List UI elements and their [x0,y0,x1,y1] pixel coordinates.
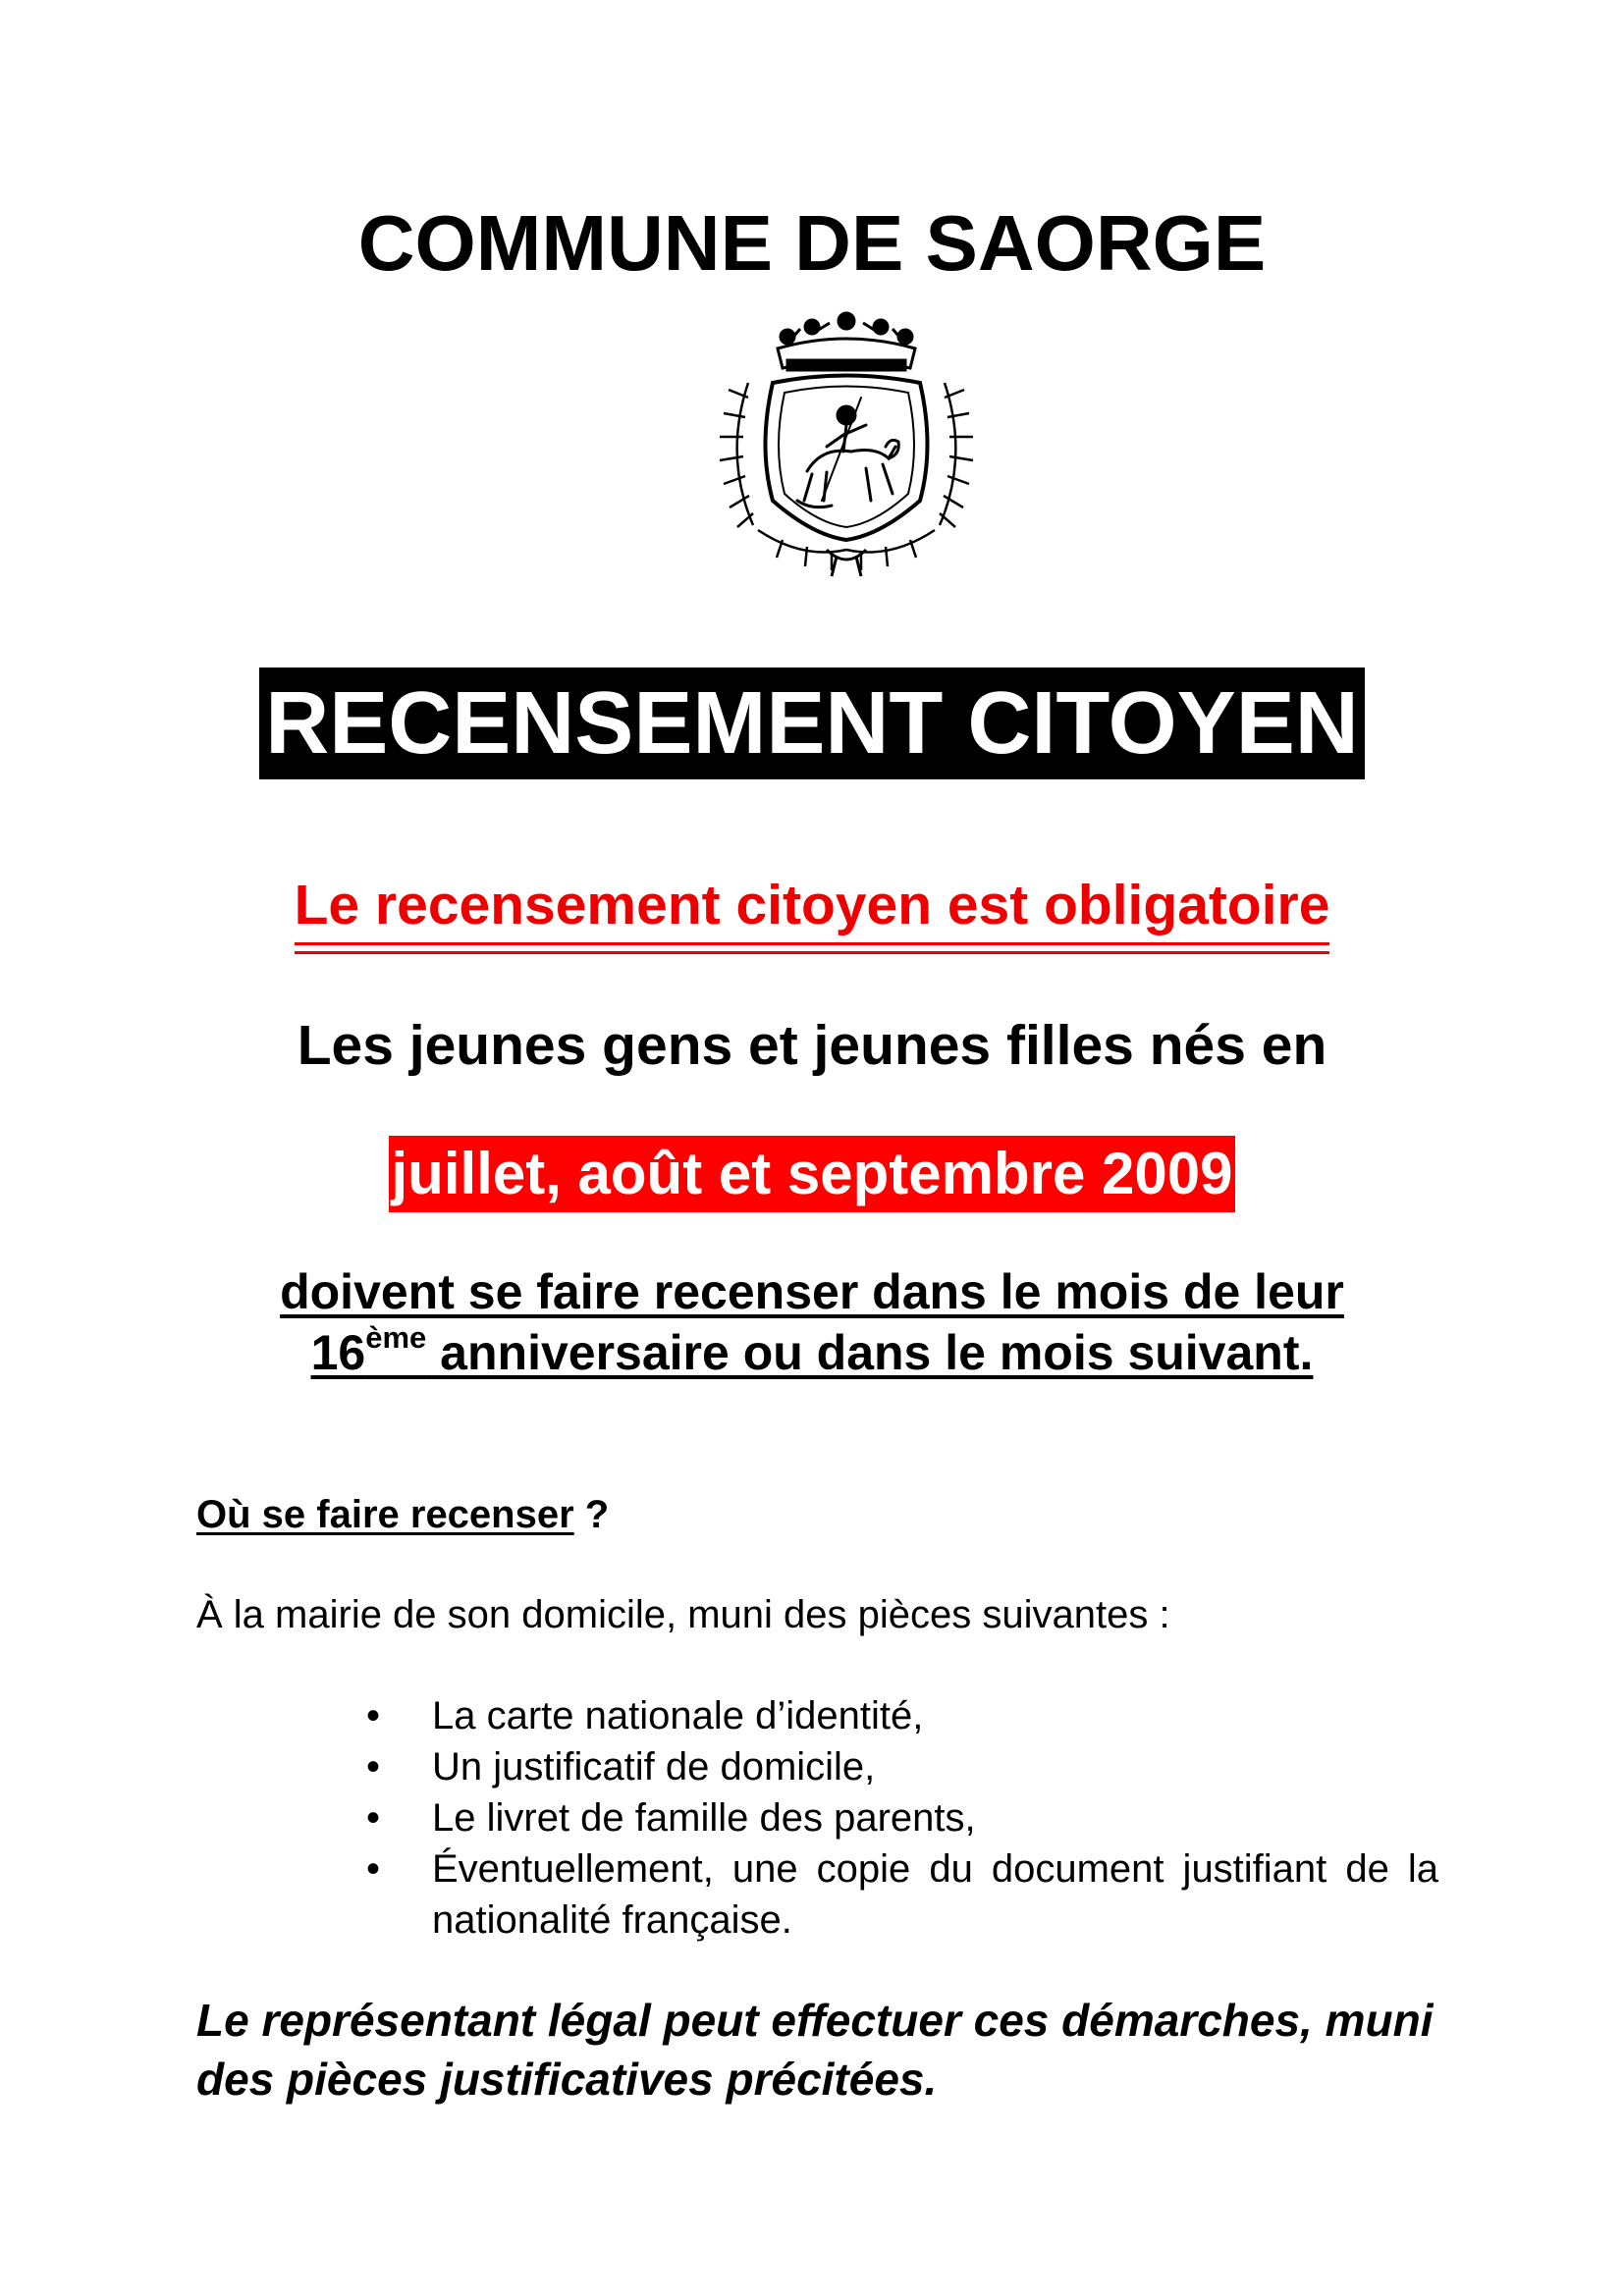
bullet-icon: • [366,1745,381,1789]
obligatoire-container [0,872,1624,945]
section-question-mark: ? [573,1493,610,1536]
list-item: • Éventuellement, une copie du document justifiant de la nationalité française. [358,1843,1438,1946]
bullet-icon: • [366,1796,381,1840]
banner-container [0,667,1624,779]
deadline-statement [196,1261,1428,1383]
deadline-line-2-text: anniversaire ou dans le mois suivant. [426,1325,1314,1380]
bullet-icon: • [366,1847,381,1891]
coat-of-arms-icon [714,299,979,579]
deadline-line-1: doivent se faire recenser dans le mois de leur [280,1264,1344,1319]
jeunes-line: Les jeunes gens et jeunes filles nés en [297,1014,1327,1077]
section-question-text: Où se faire recenser [196,1493,574,1536]
documents-list [358,1690,1438,1946]
section-intro: À la mairie de son domicile, muni des pièces suivantes : [196,1593,1170,1636]
list-item: • Le livret de famille des parents, [358,1792,1438,1843]
section-question [196,1490,609,1539]
bullet-icon: • [366,1694,381,1737]
crown-icon [778,313,915,370]
obligatoire-heading: Le recensement citoyen est obligatoire [295,872,1330,945]
commune-title: COMMUNE DE SAORGE [357,199,1267,287]
birth-months-highlight: juillet, août et septembre 2009 [389,1136,1236,1212]
list-item: • Un justificatif de domicile, [358,1741,1438,1792]
deadline-line-2 [310,1320,1314,1380]
deadline-age-suffix: ème [365,1320,427,1356]
banner-title: RECENSEMENT CITOYEN [259,667,1365,779]
list-item: • La carte nationale d’identité, [358,1690,1438,1741]
deadline-age: 16 [310,1325,366,1380]
dates-container [0,1136,1624,1212]
legal-representative-note: Le représentant légal peut effectuer ces démarches, muni des pièces justificatives précitées. [196,1995,1434,2105]
